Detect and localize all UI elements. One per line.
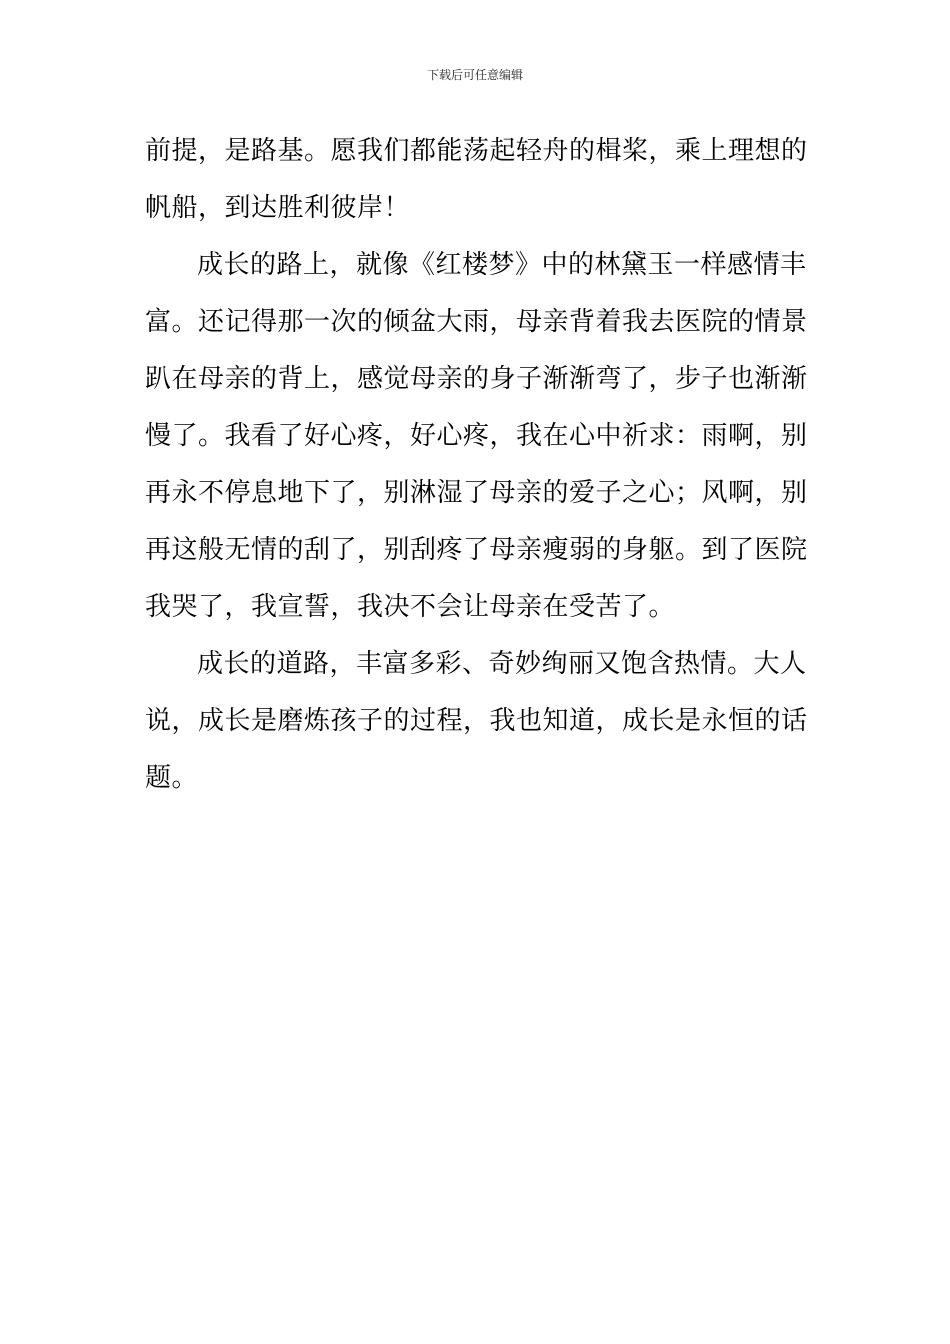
page-header: 下载后可任意编辑 — [426, 68, 523, 82]
text-line: 题。 — [145, 763, 199, 793]
text-line: 我哭了，我宣誓，我决不会让母亲在受苦了。 — [145, 592, 676, 622]
text-line: 说，成长是磨炼孩子的过程，我也知道，成长是永恒的话 — [145, 706, 808, 736]
text-line: 前提，是路基。愿我们都能荡起轻舟的楫桨，乘上理想的 — [145, 136, 808, 166]
text-line: 成长的道路，丰富多彩、奇妙绚丽又饱含热情。大人 — [197, 649, 807, 679]
document-body — [145, 128, 808, 812]
text-line: 再这般无情的刮了，别刮疼了母亲瘦弱的身躯。到了医院 — [145, 535, 808, 565]
text-line: 趴在母亲的背上，感觉母亲的身子渐渐弯了，步子也渐渐 — [145, 364, 808, 394]
text-line: 成长的路上，就像《红楼梦》中的林黛玉一样感情丰 — [197, 250, 807, 280]
text-line: 富。还记得那一次的倾盆大雨，母亲背着我去医院的情景 — [145, 307, 808, 337]
text-line: 再永不停息地下了，别淋湿了母亲的爱子之心；风啊，别 — [145, 478, 808, 508]
text-line: 慢了。我看了好心疼，好心疼，我在心中祈求：雨啊，别 — [145, 421, 808, 451]
text-line: 帆船，到达胜利彼岸！ — [145, 193, 411, 223]
